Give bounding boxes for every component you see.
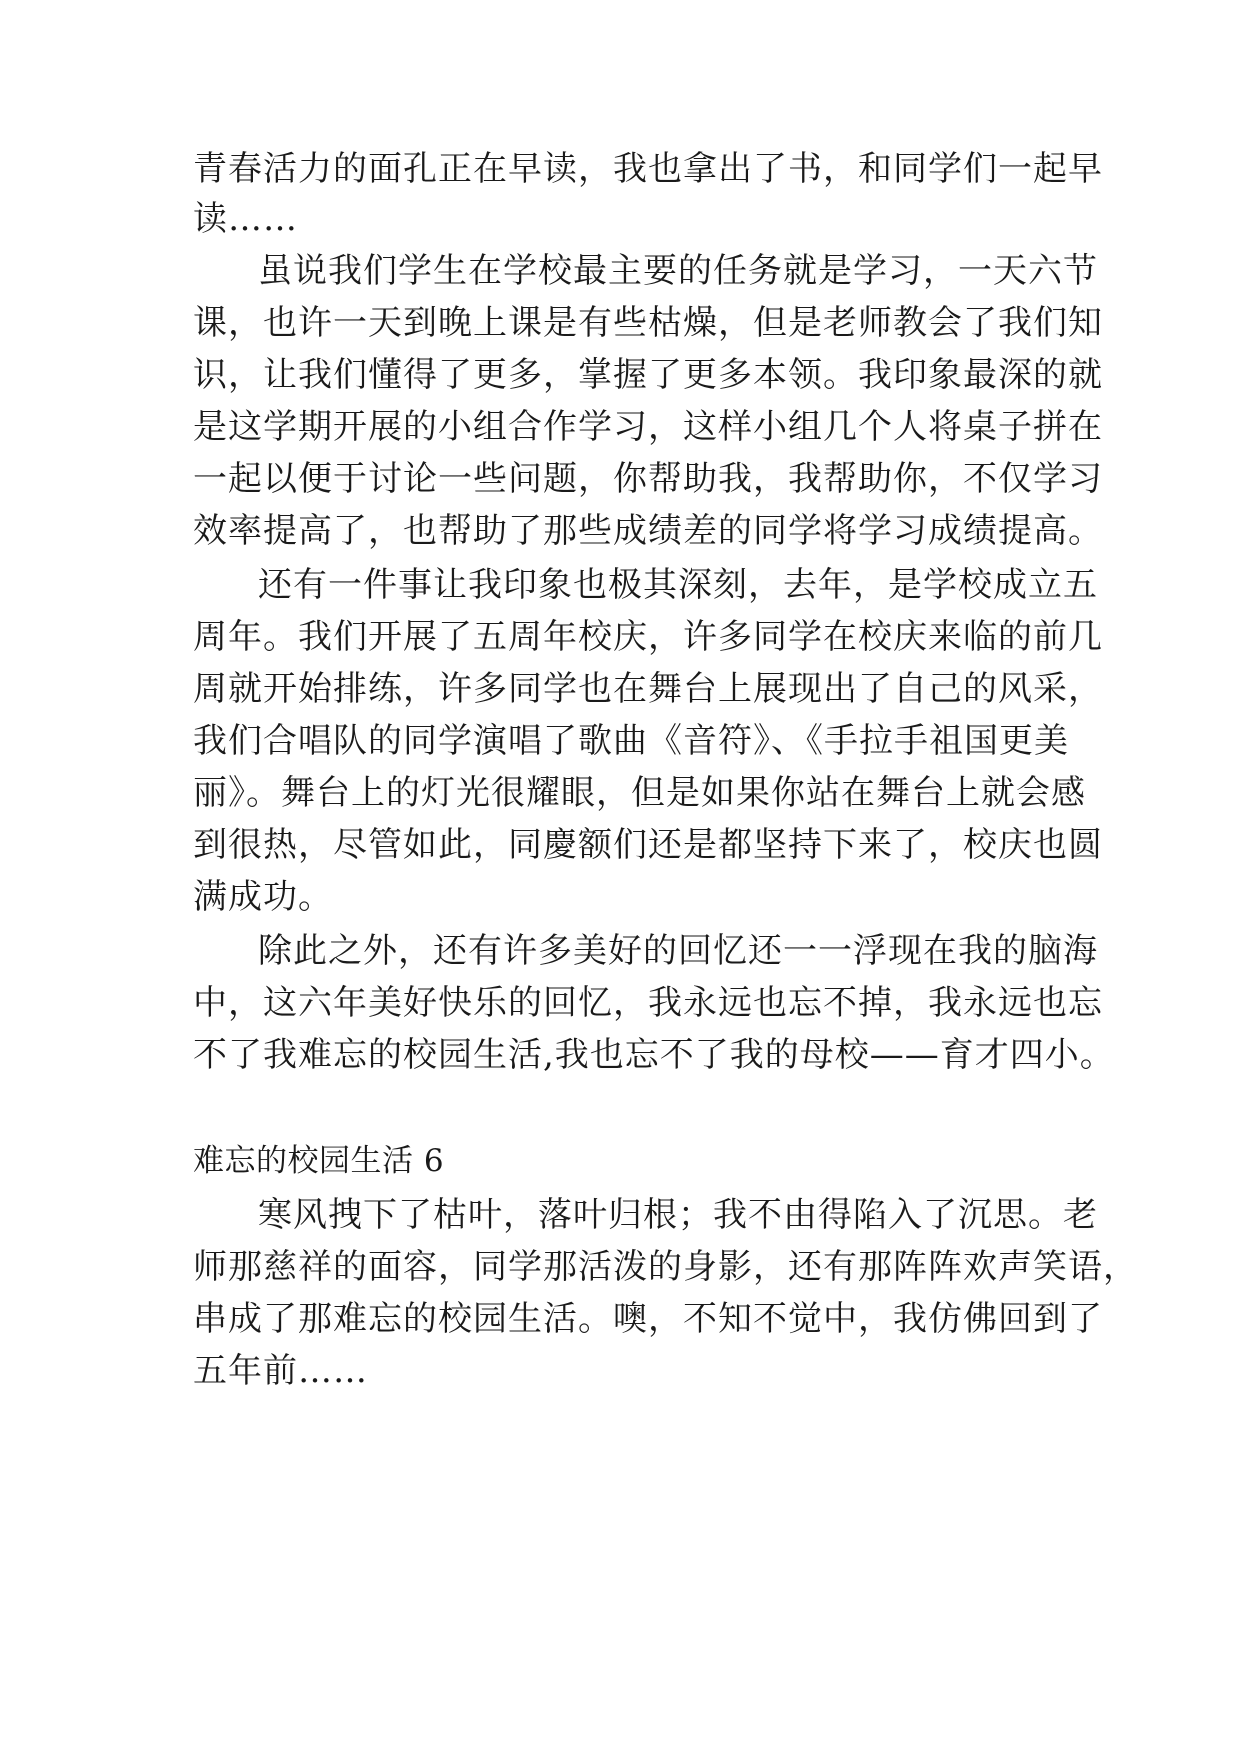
- paragraph-2-line-6: 效率提高了，也帮助了那些成绩差的同学将学习成绩提高。: [193, 511, 1103, 551]
- paragraph-3-line-3: 周就开始排练，许多同学也在舞台上展现出了自己的风采，: [193, 669, 1103, 709]
- paragraph-4-line-2: 中，这六年美好快乐的回忆，我永远也忘不掉，我永远也忘: [193, 983, 1103, 1023]
- paragraph-2-line-5: 一起以便于讨论一些问题，你帮助我，我帮助你，不仅学习: [193, 459, 1103, 499]
- paragraph-4-line-1: 除此之外，还有许多美好的回忆还一一浮现在我的脑海: [258, 931, 1098, 971]
- paragraph-1-line-2: 读……: [193, 199, 298, 239]
- paragraph-3-line-7: 满成功。: [193, 877, 333, 917]
- paragraph-4-line-3: 不了我难忘的校园生活,我也忘不了我的母校——育才四小。: [193, 1035, 1115, 1075]
- final-paragraph-line-4: 五年前……: [193, 1351, 368, 1391]
- paragraph-3-line-4: 我们合唱队的同学演唱了歌曲《音符》、《手拉手祖国更美: [193, 721, 1069, 761]
- final-paragraph-line-3: 串成了那难忘的校园生活。噢，不知不觉中，我仿佛回到了: [193, 1299, 1103, 1339]
- paragraph-2-line-1: 虽说我们学生在学校最主要的任务就是学习，一天六节: [258, 251, 1098, 291]
- section-heading: 难忘的校园生活 6: [193, 1143, 445, 1179]
- final-paragraph-line-1: 寒风拽下了枯叶，落叶归根；我不由得陷入了沉思。老: [258, 1195, 1098, 1235]
- paragraph-3-line-5: 丽》。舞台上的灯光很耀眼，但是如果你站在舞台上就会感: [193, 773, 1086, 813]
- paragraph-3-line-2: 周年。我们开展了五周年校庆，许多同学在校庆来临的前几: [193, 617, 1103, 657]
- paragraph-1-line-1: 青春活力的面孔正在早读，我也拿出了书，和同学们一起早: [193, 149, 1103, 189]
- final-paragraph-line-2: 师那慈祥的面容，同学那活泼的身影，还有那阵阵欢声笑语，: [193, 1247, 1138, 1287]
- paragraph-2-line-2: 课，也许一天到晚上课是有些枯燥，但是老师教会了我们知: [193, 303, 1103, 343]
- paragraph-3-line-1: 还有一件事让我印象也极其深刻，去年，是学校成立五: [258, 565, 1098, 605]
- paragraph-2-line-3: 识，让我们懂得了更多，掌握了更多本领。我印象最深的就: [193, 355, 1103, 395]
- paragraph-3-line-6: 到很热，尽管如此，同慶额们还是都坚持下来了，校庆也圆: [193, 825, 1103, 865]
- paragraph-2-line-4: 是这学期开展的小组合作学习，这样小组几个人将桌子拼在: [193, 407, 1103, 447]
